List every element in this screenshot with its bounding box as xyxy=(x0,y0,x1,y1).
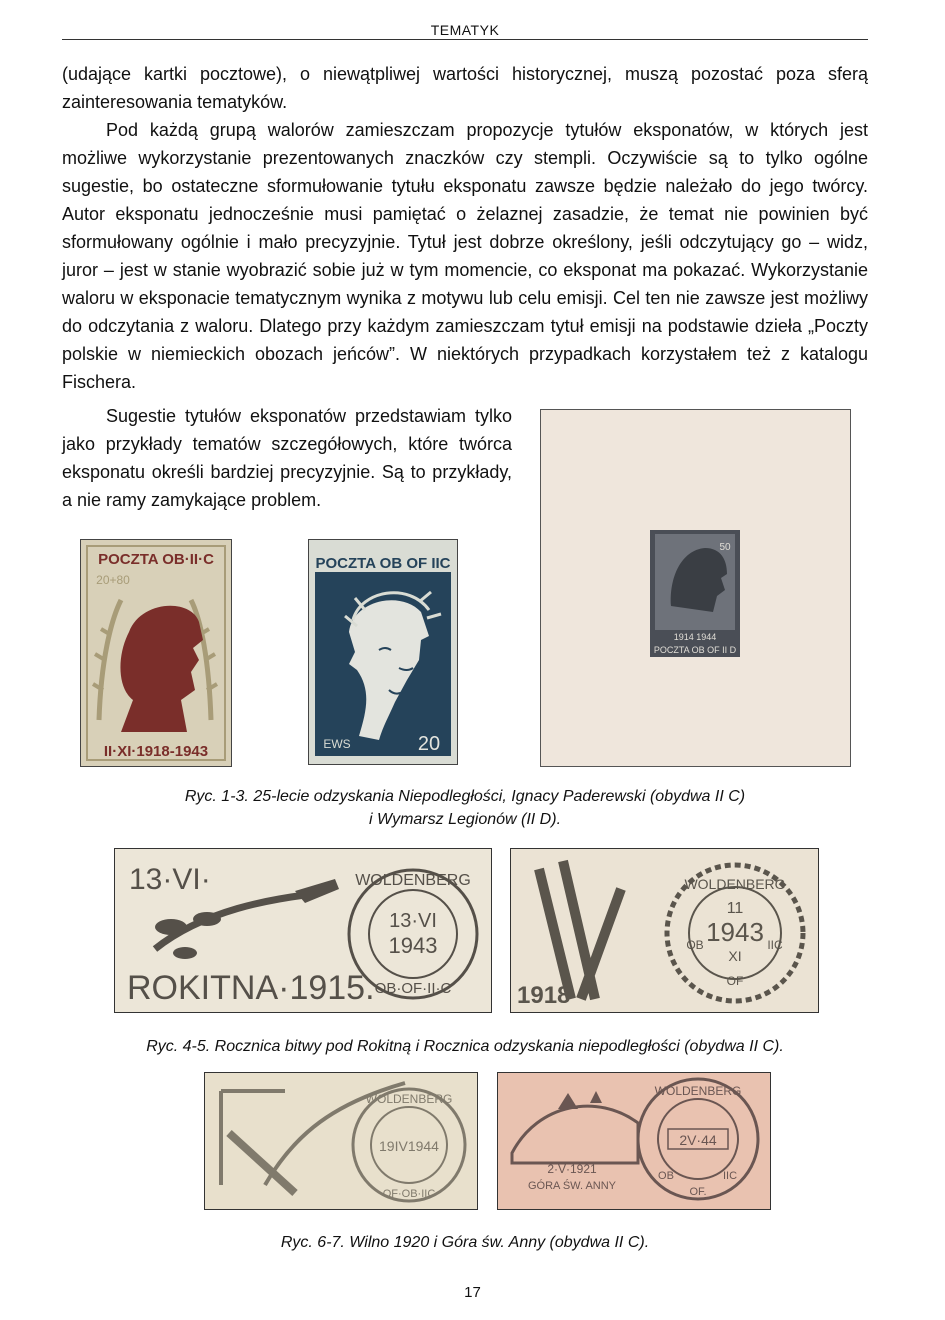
stamp-2-value: 20 xyxy=(417,733,441,755)
stamp-2-signature: EWS xyxy=(323,737,351,751)
caption-fig-4-5: Ryc. 4-5. Rocznica bitwy pod Rokitną i Rocznica odzyskania niepodległości (obydwa II C). xyxy=(146,1038,784,1055)
postmark-5-side-right: IIC xyxy=(767,938,783,952)
postmark-7-gora-sw-anny xyxy=(497,1072,771,1210)
postmark-4-bottom-text: ROKITNA·1915. xyxy=(127,969,375,1007)
stamp-2-paderewski xyxy=(308,539,458,765)
postmark-4-ring-text: WOLDENBERG xyxy=(355,872,471,889)
paragraph-suggestions: Sugestie tytułów eksponatów przedstawiam tylko jako przykłady tematów szczegółowych, które twórca eksponatu określi bardziej precyzyjnie. Są to przykłady, a nie ramy zamykające problem. xyxy=(62,406,512,510)
postmark-5-side-left: OB xyxy=(686,938,704,952)
postmark-6-wilno xyxy=(204,1072,478,1210)
stamp-1-value: 20+80 xyxy=(96,573,130,587)
postmark-7-side-bottom: OF. xyxy=(689,1186,707,1198)
postmark-6-date: 19IV1944 xyxy=(379,1138,439,1154)
postmark-6-ring-text: WOLDENBERG xyxy=(365,1092,453,1106)
stamp-2-top-label: POCZTA OB OF IIC xyxy=(315,555,451,572)
paragraph-main: Pod każdą grupą walorów zamieszczam propozycje tytułów eksponatów, w których jest możliwe wykorzystanie prezentowanych znaczków czy stempli. Oczywiście są to tylko ogólne sugestie, bo ostateczne sformułowanie tytułu eksponatu zawsze będzie należało do jego twórcy. Autor eksponatu jednocześnie musi pamiętać o żelaznej zasadzie, że temat nie powinien być sformułowany ogólnie i mało precyzyjnie. Tytuł jest dobrze określony, jeśli odczytujący go – widz, juror – jest w stanie wyobrazić sobie już w tym momencie, co eksponat ma pokazać. Wykorzystanie waloru w eksponacie tematycznym wynika z motywu lub celu emisji. Cel ten nie zawsze jest możliwy do odczytania z waloru. Dlatego przy każdym zamieszczam tytuł emisji na podstawie dzieła „Poczty polskie w niemieckich obozach jeńców”. W niektórych przypadkach korzystałem też z katalogu Fischera. xyxy=(62,120,868,392)
block-3-value: 50 xyxy=(719,542,731,553)
stamp-1-pilsudski xyxy=(80,539,232,767)
postmark-4-rokitna xyxy=(114,848,492,1013)
postmark-7-text-place: GÓRA ŚW. ANNY xyxy=(527,1180,617,1192)
block-3-years: 1914 1944 xyxy=(673,632,717,642)
postmark-4-ring-bottom: OB·OF·II·C xyxy=(374,980,452,997)
running-header: TEMATYK xyxy=(62,22,868,40)
postmark-7-side-right: IIC xyxy=(722,1170,738,1182)
postmark-5-independence xyxy=(510,848,819,1013)
postmark-7-ring-text: WOLDENBERG xyxy=(654,1084,742,1098)
block-3-legion-march xyxy=(540,409,851,767)
postmark-7-date: 2V·44 xyxy=(679,1132,717,1148)
page-number: 17 xyxy=(464,1284,481,1301)
caption-fig-1-3-line-1: Ryc. 1-3. 25-lecie odzyskania Niepodległości, Ignacy Paderewski (obydwa II C) xyxy=(184,788,746,805)
postmark-4-year: 1943 xyxy=(388,933,438,958)
postmark-5-side-bottom: OF xyxy=(726,974,744,988)
postmark-7-text-date: 2·V·1921 xyxy=(547,1162,597,1176)
paragraph-intro: (udające kartki pocztowe), o niewątpliwej wartości historycznej, muszą pozostać poza sferą zainteresowania tematyków. xyxy=(62,64,868,112)
caption-fig-6-7: Ryc. 6-7. Wilno 1920 i Góra św. Anny (obydwa II C). xyxy=(280,1234,650,1251)
stamp-1-top-label: POCZTA OB·II·C xyxy=(98,551,214,568)
postmark-5-month: XI xyxy=(728,948,742,964)
caption-fig-1-3-line-2: i Wymarsz Legionów (II D). xyxy=(368,811,562,828)
postmark-5-ring-text: WOLDENBERG xyxy=(684,876,786,892)
postmark-5-day: 11 xyxy=(726,900,744,917)
postmark-4-date: 13·VI xyxy=(389,910,437,932)
postmark-7-side-left: OB xyxy=(658,1170,674,1182)
postmark-5-year: 1943 xyxy=(706,917,764,947)
postmark-5-year-box: 1918 xyxy=(517,982,571,1009)
postmark-6-ring-bottom: OF·OB·IIC xyxy=(382,1188,436,1200)
block-3-bottom-label: POCZTA OB OF II D xyxy=(653,645,737,655)
stamp-1-bottom-label: II·XI·1918-1943 xyxy=(103,743,209,760)
postmark-4-top-text: 13·VI· xyxy=(129,863,211,896)
